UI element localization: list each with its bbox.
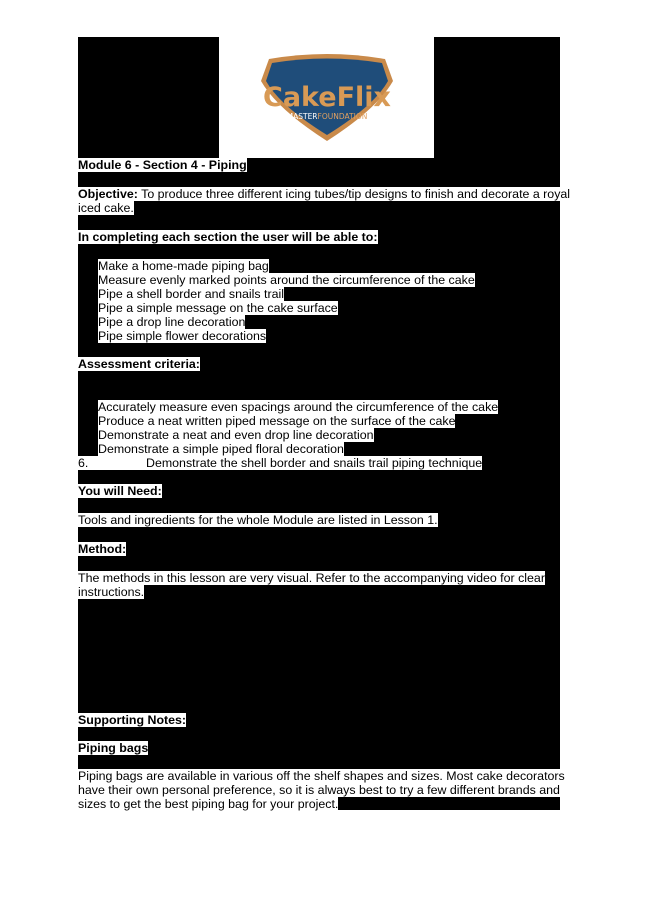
list-item: Pipe a drop line decoration (98, 315, 246, 329)
logo-subtitle: MASTERFOUNDATION (286, 112, 368, 121)
need-text: Tools and ingredients for the whole Module are listed in Lesson 1. (78, 513, 438, 527)
list-item: Produce a neat written piped message on the surface of the cake (98, 414, 456, 428)
objective-line-2: iced cake. (78, 201, 134, 215)
list-item: Pipe a simple message on the cake surface (98, 301, 338, 315)
list-item: Pipe simple flower decorations (98, 329, 267, 343)
method-heading: Method: (78, 542, 127, 556)
list-item: Demonstrate a simple piped floral decoration (98, 442, 344, 456)
need-heading: You will Need: (78, 484, 162, 498)
supporting-heading: Supporting Notes: (78, 713, 187, 727)
piping-heading: Piping bags (78, 741, 149, 755)
list-item: 6. Demonstrate the shell border and snails trail piping technique (78, 456, 483, 470)
list-item-number: 6. (78, 456, 89, 470)
piping-text-1: Piping bags are available in various off the shelf shapes and sizes. Most cake decorators (78, 769, 565, 783)
objective-line-1: Objective: To produce three different icing tubes/tip designs to finish and decorate a royal (78, 187, 571, 201)
completing-heading: In completing each section the user will be able to: (78, 230, 378, 244)
list-item: Demonstrate a neat and even drop line decoration (98, 428, 374, 442)
logo-area (219, 37, 434, 158)
assessment-heading: Assessment criteria: (78, 357, 200, 371)
logo-name: CakeFlix (263, 82, 391, 113)
list-item: Accurately measure even spacings around the circumference of the cake (98, 400, 499, 414)
list-item: Pipe a shell border and snails trail (98, 287, 284, 301)
list-item: Measure evenly marked points around the circumference of the cake (98, 273, 475, 287)
cakeflix-logo (247, 51, 407, 147)
method-text-2: instructions. (78, 585, 145, 599)
page-title: Module 6 - Section 4 - Piping (78, 158, 247, 172)
piping-text-2: have their own personal preference, so it is always best to try a few different brands and (78, 783, 560, 797)
method-text-1: The methods in this lesson are very visual. Refer to the accompanying video for clear (78, 571, 545, 585)
list-item: Make a home-made piping bag (98, 259, 269, 273)
piping-text-3: sizes to get the best piping bag for your project. (78, 797, 339, 811)
objective-label: Objective: (78, 187, 138, 201)
